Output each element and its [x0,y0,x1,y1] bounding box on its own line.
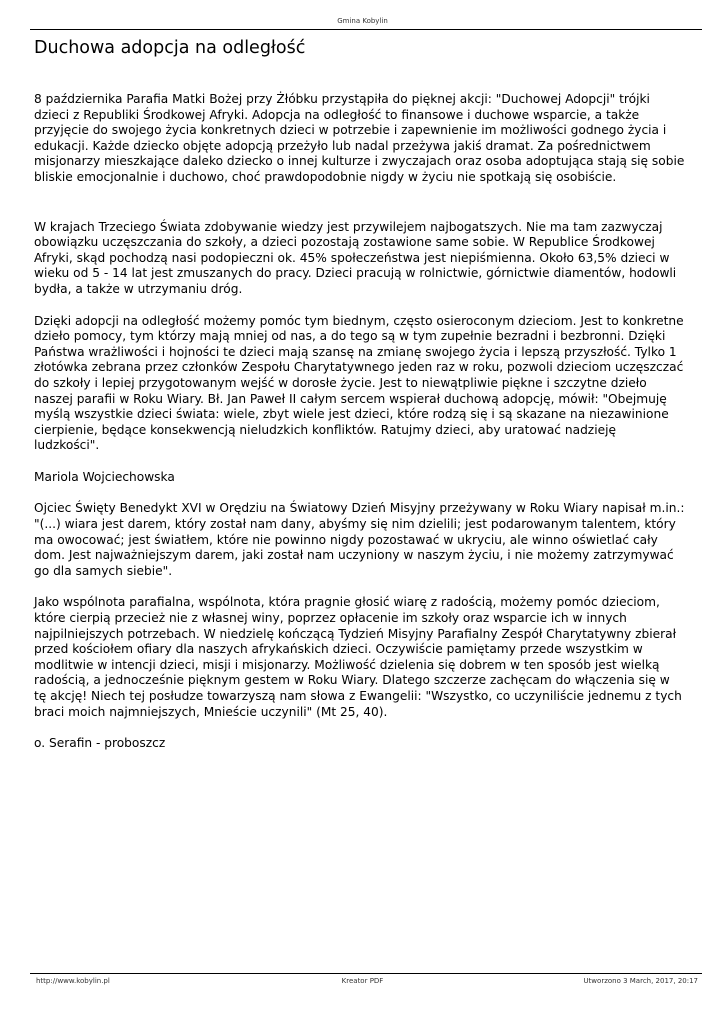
header-site-name: Gmina Kobylin [337,17,388,25]
paragraph-spacer [34,454,685,470]
paragraph-spacer [34,485,685,501]
pastor-signature: o. Serafin - proboszcz [34,736,166,751]
paragraph-spacer [34,579,685,595]
footer-created-date: Utworzono 3 March, 2017, 20:17 [583,977,698,985]
paragraph-third-world: W krajach Trzeciego Świata zdobywanie wiedzy jest przywilejem najbogatszych. Nie ma tam zazwyczaj obowiązku uczęszczania do szkoły, a dzieci pozostają zostawione same sobie. W Republice Środkowej Afryki, skąd pochodzą nasi podopieczni ok. 45% społeczeństwa jest niepiśmienna. Około 63,5% dzieci w wieku od 5 - 14 lat jest zmuszanych do pracy. Dzieci pracują w rolnictwie, górnictwie diamentów, hodowli bydła, a także w utrzymaniu dróg. [34,219,677,296]
paragraph-adoption-help: Dzięki adopcji na odległość możemy pomóc tym biednym, często osieroconym dzieciom. Jest to konkretne dzieło pomocy, tym którzy mają mniej od nas, a do tego są w tym zupełnie bezradni i bezbronni. Dzięki Państwa wrażliwości i hojności te dzieci mają szansę na zmianę swojego życia i lepszą przyszłość. Tylko 1 złotówka zebrana przez członków Zespołu Charytatywnego jeden raz w roku, pozwoli dzieciom uczęszczać do szkoły i lepiej przygotowanym wejść w dorosłe życie. Jest to niewątpliwie piękne i szczytne dzieło naszej parafii w Roku Wiary. Bł. Jan Paweł II całym sercem wspierał duchową adopcję, mówił: "Obejmuję myślą wszystkie dzieci świata: wiele, zbyt wiele jest dzieci, które rodzą się i są skazane na niezawinione cierpienie, będące konsekwencją nieludzkich konfliktów. Ratujmy dzieci, aby uratować nadzieję ludzkości". [34,313,684,453]
author-signature: Mariola Wojciechowska [34,469,175,484]
article-body [34,92,685,752]
footer-generator: Kreator PDF [341,977,384,985]
paragraph-parish-community: Jako wspólnota parafialna, wspólnota, która pragnie głosić wiarę z radością, możemy pomóc dzieciom, które cierpią przecież nie z własnej winy, poprzez opłacenie im szkoły oraz wsparcie ich w innych najpilniejszych potrzebach. W niedzielę kończącą Tydzień Misyjny Parafialny Zespół Charytatywny zbierał przed kościołem ofiary dla naszych afrykańskich dzieci. Oczywiście pamiętamy przede wszystkim w modlitwie w intencji dzieci, misji i misjonarzy. Możliwość dzielenia się dobrem w ten sposób jest wielką radością, a jednocześnie pięknym gestem w Roku Wiary. Dlatego szczerze zachęcam do włączenia się w tę akcję! Niech tej posłudze towarzyszą nam słowa z Ewangelii: "Wszystko, co uczyniliście jednemu z tych braci moich najmniejszych, Mnieście uczynili" (Mt 25, 40). [34,595,682,719]
footer-divider [30,973,702,974]
paragraph-intro: 8 października Parafia Matki Bożej przy Żłóbku przystąpiła do pięknej akcji: "Duchowej Adopcji" trójki dzieci z Republiki Środkowej Afryki. Adopcja na odległość to finansowe i duchowe wsparcie, a także przyjęcie do swojego życia konkretnych dzieci w potrzebie i zapewnienie im możliwości godnego życia i edukacji. Każde dziecko objęte adopcją przeżyło lub nadal przeżywa jakiś dramat. Za pośrednictwem misjonarzy mieszkające daleko dziecko o innej kulturze i zwyczajach oraz osoba adoptująca stają się sobie bliskie emocjonalnie i duchowo, choć prawdopodobnie nigdy w życiu nie spotkają się osobiście. [34,92,685,184]
article-title: Duchowa adopcja na odległość [34,38,306,58]
paragraph-spacer [34,720,685,736]
paragraph-spacer [34,186,685,220]
paragraph-benedict-quote: Ojciec Święty Benedykt XVI w Orędziu na Światowy Dzień Misyjny przeżywany w Roku Wiary napisał m.in.: "(...) wiara jest darem, który został nam dany, abyśmy się nim dzielili; jest podarowanym talentem, który ma owocować; jest światłem, które nie powinno nigdy pozostawać w ukryciu, ale winno oświetlać cały dom. Jest najważniejszym darem, jaki został nam uczyniony w naszym życiu, i nie możemy zatrzymywać go dla samych siebie". [34,501,685,578]
paragraph-spacer [34,298,685,314]
header-divider [30,29,702,30]
footer-url: http://www.kobylin.pl [36,977,110,985]
